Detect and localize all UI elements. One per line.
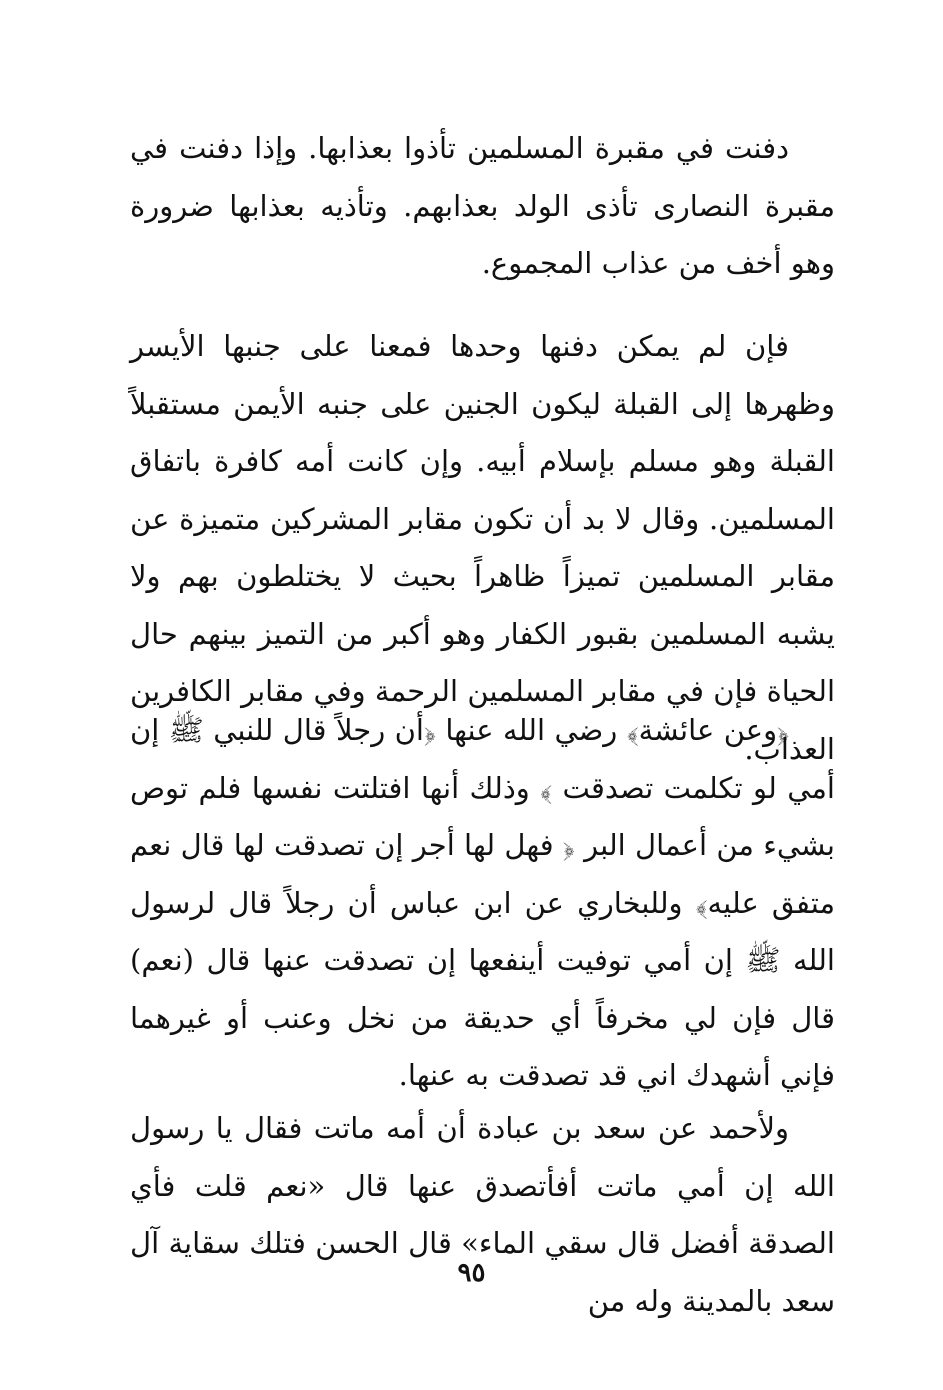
paragraph-1 bbox=[130, 120, 835, 293]
paragraph-4 bbox=[130, 1100, 835, 1330]
paragraph-1-text: دفنت في مقبرة المسلمين تأذوا بعذابها. وإذا دفنت في مقبرة النصارى تأذى الولد بعذابهم. وتأذيه بعذابها ضرورة وهو أخف من عذاب المجموع. bbox=[130, 131, 835, 280]
paragraph-3 bbox=[130, 702, 835, 1105]
paragraph-4-text: ولأحمد عن سعد بن عبادة أن أمه ماتت فقال يا رسول الله إن أمي ماتت أفأتصدق عنها قال «نعم قلت فأي الصدقة أفضل قال سقي الماء» قال الحسن فتلك سقاية آل سعد بالمدينة وله من bbox=[130, 1111, 835, 1318]
page-number: ٩٥ bbox=[457, 1258, 486, 1288]
paragraph-2-text: فإن لم يمكن دفنها وحدها فمعنا على جنبها الأيسر وظهرها إلى القبلة ليكون الجنين على جنبه الأيمن مستقبلاً القبلة وهو مسلم بإسلام أبيه. وإن كانت أمه كافرة باتفاق المسلمين. وقال لا بد أن تكون مقابر المشركين متميزة عن مقابر المسلمين تميزاً ظاهراً بحيث لا يختلطون بهم ولا يشبه المسلمين بقبور الكفار وهو أكبر من التميز بينهم حال الحياة فإن في مقابر المسلمين الرحمة وفي مقابر الكافرين العذاب. bbox=[130, 329, 835, 766]
paragraph-3-text: ﴿وعن عائشة﴾ رضي الله عنها ﴿أن رجلاً قال للنبي ﷺ إن أمي لو تكلمت تصدقت ﴾ وذلك أنها افتلتت نفسها فلم توص بشيء من أعمال البر ﴿ فهل لها أجر إن تصدقت لها قال نعم متفق عليه﴾ وللبخاري عن ابن عباس أن رجلاً قال لرسول الله ﷺ إن أمي توفيت أينفعها إن تصدقت عنها قال (نعم) قال فإن لي مخرفاً أي حديقة من نخل وعنب أو غيرهما فإني أشهدك اني قد تصدقت به عنها. bbox=[130, 713, 835, 1092]
